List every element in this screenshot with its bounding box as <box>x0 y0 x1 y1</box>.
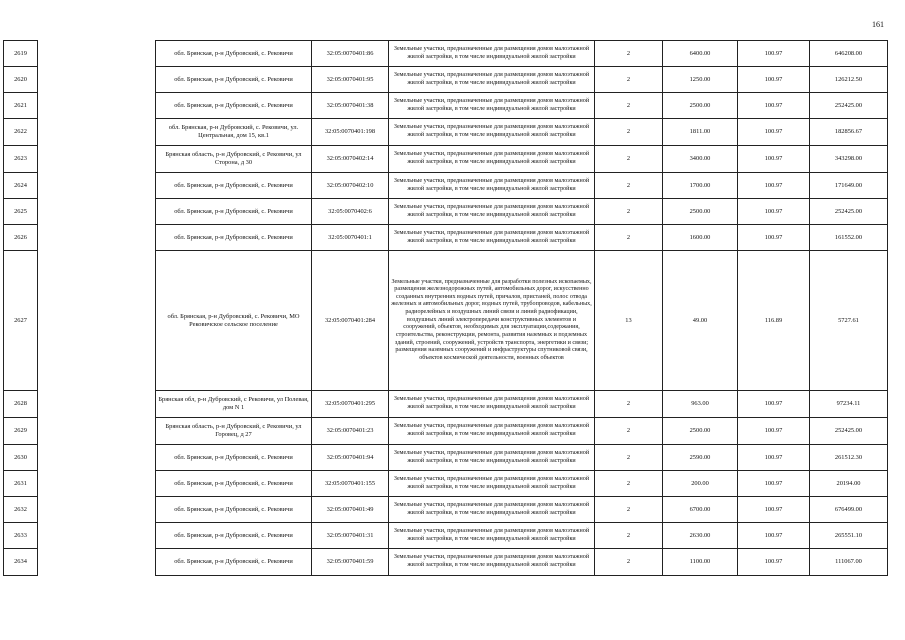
row-number-cell: 2628 <box>4 391 38 418</box>
land-use-cell: Земельные участки, предназначенные для размещения домов малоэтажной жилой застройки, в том числе индивидуальной жилой застройки <box>389 199 595 225</box>
address-cell: обл. Брянская, р-н Дубровский, с. Рековичи <box>156 471 312 497</box>
area-cell: 2500.00 <box>663 418 738 445</box>
land-use-cell: Земельные участки, предназначенные для размещения домов малоэтажной жилой застройки, в том числе индивидуальной жилой застройки <box>389 418 595 445</box>
table-row <box>4 119 888 146</box>
row-number-cell: 2624 <box>4 173 38 199</box>
address-cell: Брянская область, р-н Дубровский, с Рековичи, ул Горовец, д 27 <box>156 418 312 445</box>
cadastral-value-cell: 97234.11 <box>810 391 888 418</box>
table-row <box>4 67 888 93</box>
land-use-cell: Земельные участки, предназначенные для разработки полезных ископаемых, размещения железнодорожных путей, автомобильных дорог, искусственно созданных внутренних водных путей, причалов, пристаней, полос отвода железных и автомобильных дорог, водных путей, трубопроводов, кабельных, радиорелейных и воздушных линий связи и линий радиофикации, воздушных линий электропередачи конструктивных элементов и сооружений, объектов, необходимых для эксплуатации,содержания, строительства, реконструкции, ремонта, развития наземных и подземных зданий, строений, сооружений, устройств транспорта, энергетики и связи; размещения наземных сооружений и инфраструктуры спутниковой связи, объектов космической деятельности, военных объектов <box>389 251 595 391</box>
area-cell: 1250.00 <box>663 67 738 93</box>
cadastral-value-cell: 265551.10 <box>810 523 888 549</box>
specific-value-cell: 100.97 <box>738 225 810 251</box>
cadastral-number-cell: 32:05:0070401:95 <box>312 67 389 93</box>
row-number-cell: 2633 <box>4 523 38 549</box>
blank-cell <box>38 445 156 471</box>
specific-value-cell: 100.97 <box>738 119 810 146</box>
table-row <box>4 549 888 576</box>
address-cell: обл. Брянская, р-н Дубровский, с. Рековичи <box>156 67 312 93</box>
address-cell: обл. Брянская, р-н Дубровский, с. Рековичи <box>156 93 312 119</box>
specific-value-cell: 100.97 <box>738 418 810 445</box>
land-use-cell: Земельные участки, предназначенные для размещения домов малоэтажной жилой застройки, в том числе индивидуальной жилой застройки <box>389 445 595 471</box>
address-cell: Брянская область, р-н Дубровский, с Рековичи, ул Сторона, д 30 <box>156 146 312 173</box>
table-row <box>4 41 888 67</box>
use-group-cell: 2 <box>595 41 663 67</box>
area-cell: 2500.00 <box>663 93 738 119</box>
area-cell: 2500.00 <box>663 199 738 225</box>
area-cell: 200.00 <box>663 471 738 497</box>
cadastral-number-cell: 32:05:0070401:295 <box>312 391 389 418</box>
row-number-cell: 2632 <box>4 497 38 523</box>
use-group-cell: 2 <box>595 471 663 497</box>
row-number-cell: 2619 <box>4 41 38 67</box>
cadastral-number-cell: 32:05:0070401:155 <box>312 471 389 497</box>
cadastral-value-cell: 111067.00 <box>810 549 888 576</box>
land-use-cell: Земельные участки, предназначенные для размещения домов малоэтажной жилой застройки, в том числе индивидуальной жилой застройки <box>389 471 595 497</box>
specific-value-cell: 100.97 <box>738 93 810 119</box>
land-use-cell: Земельные участки, предназначенные для размещения домов малоэтажной жилой застройки, в том числе индивидуальной жилой застройки <box>389 391 595 418</box>
land-use-cell: Земельные участки, предназначенные для размещения домов малоэтажной жилой застройки, в том числе индивидуальной жилой застройки <box>389 67 595 93</box>
cadastral-value-cell: 126212.50 <box>810 67 888 93</box>
cadastral-number-cell: 32:05:0070401:31 <box>312 523 389 549</box>
cadastral-number-cell: 32:05:0070401:94 <box>312 445 389 471</box>
specific-value-cell: 100.97 <box>738 173 810 199</box>
address-cell: Брянская обл, р-н Дубровский, с Рековичи, ул Полевая, дом N 1 <box>156 391 312 418</box>
area-cell: 49.00 <box>663 251 738 391</box>
land-use-cell: Земельные участки, предназначенные для размещения домов малоэтажной жилой застройки, в том числе индивидуальной жилой застройки <box>389 173 595 199</box>
row-number-cell: 2627 <box>4 251 38 391</box>
use-group-cell: 2 <box>595 199 663 225</box>
cadastral-value-cell: 182856.67 <box>810 119 888 146</box>
specific-value-cell: 100.97 <box>738 391 810 418</box>
land-use-cell: Земельные участки, предназначенные для размещения домов малоэтажной жилой застройки, в том числе индивидуальной жилой застройки <box>389 119 595 146</box>
cadastral-number-cell: 32:05:0070402:14 <box>312 146 389 173</box>
row-number-cell: 2622 <box>4 119 38 146</box>
specific-value-cell: 100.97 <box>738 41 810 67</box>
area-cell: 1700.00 <box>663 173 738 199</box>
specific-value-cell: 100.97 <box>738 445 810 471</box>
cadastral-number-cell: 32:05:0070401:86 <box>312 41 389 67</box>
land-use-cell: Земельные участки, предназначенные для размещения домов малоэтажной жилой застройки, в том числе индивидуальной жилой застройки <box>389 146 595 173</box>
cadastral-number-cell: 32:05:0070402:6 <box>312 199 389 225</box>
specific-value-cell: 116.89 <box>738 251 810 391</box>
use-group-cell: 2 <box>595 418 663 445</box>
cadastral-value-cell: 252425.00 <box>810 93 888 119</box>
land-use-cell: Земельные участки, предназначенные для размещения домов малоэтажной жилой застройки, в том числе индивидуальной жилой застройки <box>389 497 595 523</box>
land-use-cell: Земельные участки, предназначенные для размещения домов малоэтажной жилой застройки, в том числе индивидуальной жилой застройки <box>389 523 595 549</box>
blank-cell <box>38 93 156 119</box>
table-row <box>4 251 888 391</box>
specific-value-cell: 100.97 <box>738 471 810 497</box>
row-number-cell: 2620 <box>4 67 38 93</box>
table-row <box>4 445 888 471</box>
address-cell: обл. Брянская, р-н Дубровский, с. Рековичи <box>156 523 312 549</box>
address-cell: обл. Брянская, р-н Дубровский, с. Рековичи, МО Рековичское сельское поселение <box>156 251 312 391</box>
page-number: 161 <box>872 20 884 29</box>
table-row <box>4 199 888 225</box>
area-cell: 2590.00 <box>663 445 738 471</box>
cadastral-value-cell: 252425.00 <box>810 418 888 445</box>
specific-value-cell: 100.97 <box>738 67 810 93</box>
address-cell: обл. Брянская, р-н Дубровский, с. Рековичи <box>156 497 312 523</box>
cadastral-value-cell: 20194.00 <box>810 471 888 497</box>
specific-value-cell: 100.97 <box>738 549 810 576</box>
cadastral-number-cell: 32:05:0070401:49 <box>312 497 389 523</box>
table-row <box>4 225 888 251</box>
address-cell: обл. Брянская, р-н Дубровский, с. Рековичи <box>156 445 312 471</box>
blank-cell <box>38 251 156 391</box>
table-row <box>4 173 888 199</box>
use-group-cell: 2 <box>595 523 663 549</box>
row-number-cell: 2626 <box>4 225 38 251</box>
address-cell: обл. Брянская, р-н Дубровский, с. Рековичи <box>156 199 312 225</box>
use-group-cell: 2 <box>595 146 663 173</box>
use-group-cell: 2 <box>595 93 663 119</box>
area-cell: 1100.00 <box>663 549 738 576</box>
address-cell: обл. Брянская, р-н Дубровский, с. Рековичи <box>156 173 312 199</box>
cadastral-value-cell: 676499.00 <box>810 497 888 523</box>
area-cell: 6700.00 <box>663 497 738 523</box>
land-use-cell: Земельные участки, предназначенные для размещения домов малоэтажной жилой застройки, в том числе индивидуальной жилой застройки <box>389 41 595 67</box>
cadastral-value-cell: 261512.30 <box>810 445 888 471</box>
specific-value-cell: 100.97 <box>738 523 810 549</box>
blank-cell <box>38 199 156 225</box>
row-number-cell: 2625 <box>4 199 38 225</box>
cadastral-value-cell: 171649.00 <box>810 173 888 199</box>
area-cell: 6400.00 <box>663 41 738 67</box>
area-cell: 3400.00 <box>663 146 738 173</box>
cadastral-value-cell: 343298.00 <box>810 146 888 173</box>
area-cell: 963.00 <box>663 391 738 418</box>
row-number-cell: 2629 <box>4 418 38 445</box>
blank-cell <box>38 225 156 251</box>
cadastral-number-cell: 32:05:0070401:59 <box>312 549 389 576</box>
blank-cell <box>38 497 156 523</box>
area-cell: 1600.00 <box>663 225 738 251</box>
use-group-cell: 2 <box>595 225 663 251</box>
blank-cell <box>38 41 156 67</box>
use-group-cell: 2 <box>595 497 663 523</box>
table-row <box>4 93 888 119</box>
address-cell: обл. Брянская, р-н Дубровский, с. Рековичи, ул. Центральная, дом 15, кв.1 <box>156 119 312 146</box>
cadastral-number-cell: 32:05:0070401:38 <box>312 93 389 119</box>
blank-cell <box>38 67 156 93</box>
cadastral-number-cell: 32:05:0070401:1 <box>312 225 389 251</box>
address-cell: обл. Брянская, р-н Дубровский, с. Рековичи <box>156 549 312 576</box>
table-row <box>4 523 888 549</box>
use-group-cell: 2 <box>595 445 663 471</box>
row-number-cell: 2623 <box>4 146 38 173</box>
area-cell: 1811.00 <box>663 119 738 146</box>
blank-cell <box>38 523 156 549</box>
cadastral-value-cell: 252425.00 <box>810 199 888 225</box>
land-use-cell: Земельные участки, предназначенные для размещения домов малоэтажной жилой застройки, в том числе индивидуальной жилой застройки <box>389 549 595 576</box>
row-number-cell: 2631 <box>4 471 38 497</box>
blank-cell <box>38 391 156 418</box>
specific-value-cell: 100.97 <box>738 146 810 173</box>
address-cell: обл. Брянская, р-н Дубровский, с. Рековичи <box>156 225 312 251</box>
blank-cell <box>38 119 156 146</box>
blank-cell <box>38 173 156 199</box>
use-group-cell: 13 <box>595 251 663 391</box>
cadastral-value-table <box>3 40 888 576</box>
table-row <box>4 471 888 497</box>
use-group-cell: 2 <box>595 391 663 418</box>
cadastral-value-cell: 646208.00 <box>810 41 888 67</box>
blank-cell <box>38 471 156 497</box>
cadastral-number-cell: 32:05:0070401:23 <box>312 418 389 445</box>
specific-value-cell: 100.97 <box>738 497 810 523</box>
use-group-cell: 2 <box>595 173 663 199</box>
address-cell: обл. Брянская, р-н Дубровский, с. Рековичи <box>156 41 312 67</box>
use-group-cell: 2 <box>595 119 663 146</box>
cadastral-value-cell: 5727.61 <box>810 251 888 391</box>
cadastral-value-cell: 161552.00 <box>810 225 888 251</box>
blank-cell <box>38 418 156 445</box>
cadastral-number-cell: 32:05:0070401:284 <box>312 251 389 391</box>
cadastral-number-cell: 32:05:0070402:10 <box>312 173 389 199</box>
row-number-cell: 2634 <box>4 549 38 576</box>
land-use-cell: Земельные участки, предназначенные для размещения домов малоэтажной жилой застройки, в том числе индивидуальной жилой застройки <box>389 225 595 251</box>
table-row <box>4 497 888 523</box>
specific-value-cell: 100.97 <box>738 199 810 225</box>
table-row <box>4 146 888 173</box>
area-cell: 2630.00 <box>663 523 738 549</box>
table-row <box>4 391 888 418</box>
use-group-cell: 2 <box>595 549 663 576</box>
use-group-cell: 2 <box>595 67 663 93</box>
blank-cell <box>38 146 156 173</box>
row-number-cell: 2621 <box>4 93 38 119</box>
table-row <box>4 418 888 445</box>
blank-cell <box>38 549 156 576</box>
land-use-cell: Земельные участки, предназначенные для размещения домов малоэтажной жилой застройки, в том числе индивидуальной жилой застройки <box>389 93 595 119</box>
cadastral-number-cell: 32:05:0070401:198 <box>312 119 389 146</box>
row-number-cell: 2630 <box>4 445 38 471</box>
